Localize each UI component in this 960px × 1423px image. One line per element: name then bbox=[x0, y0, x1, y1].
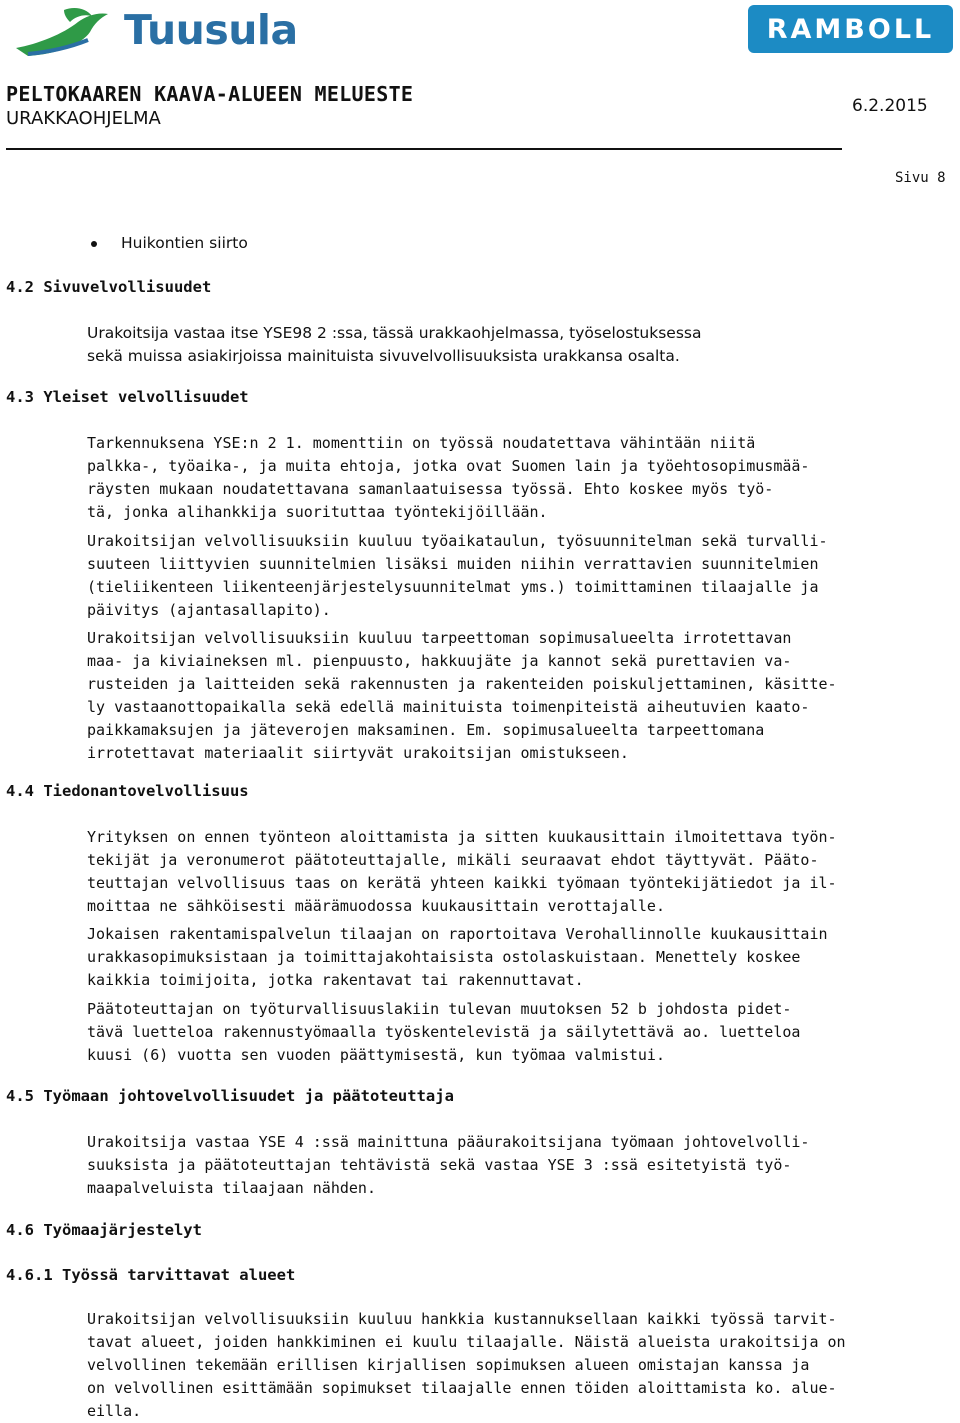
section-heading-4-6: 4.6 Työmaajärjestelyt bbox=[6, 1221, 202, 1239]
section-heading-4-6-1: 4.6.1 Työssä tarvittavat alueet bbox=[6, 1266, 296, 1284]
section-heading-4-5: 4.5 Työmaan johtovelvollisuudet ja päätoteuttaja bbox=[6, 1087, 454, 1105]
page-number: Sivu 8 bbox=[895, 170, 946, 186]
document-date: 6.2.2015 bbox=[852, 96, 928, 116]
paragraph-4-3-2: Urakoitsijan velvollisuuksiin kuuluu työaikataulun, työsuunnitelman sekä turvalli- suuteen liittyvien suunnitelmien lisäksi muiden niihin verrattavien suunnitelmien (tieliikenteen liikenteenjärjestelysuunnitelmat yms.) toimittaminen tilaajalle ja päivitys (ajantasallapito). bbox=[87, 532, 828, 619]
header-divider bbox=[6, 148, 842, 150]
bullet-icon bbox=[91, 241, 97, 247]
paragraph-4-2: Urakoitsija vastaa itse YSE98 2 :ssa, tässä urakkaohjelmassa, työselostuksessa sekä muissa asiakirjoissa mainituista sivuvelvollisuuksista urakkansa osalta. bbox=[87, 324, 702, 365]
document-subtitle: URAKKAOHJELMA bbox=[6, 108, 161, 129]
tuusula-swan-icon bbox=[8, 4, 120, 60]
section-heading-4-4: 4.4 Tiedonantovelvollisuus bbox=[6, 782, 249, 800]
paragraph-4-6-1: Urakoitsijan velvollisuuksiin kuuluu hankkia kustannuksellaan kaikki työssä tarvit- tavat alueet, joiden hankkiminen ei kuulu tilaajalle. Näistä alueista urakoitsija on velvollinen tekemään erillisen kirjallisen sopimuksen alueen omistajan kanssa ja on velvollinen esittämään sopimukset tilaajalle ennen töiden aloittamista ko. alue- eilla. bbox=[87, 1310, 846, 1420]
bullet-item: Huikontien siirto bbox=[121, 234, 248, 252]
paragraph-4-4-2: Jokaisen rakentamispalvelun tilaajan on raportoitava Verohallinnolle kuukausittain urakkasopimuksistaan ja toimittajakohtaisista ostolaskuistaan. Menettely koskee kaikkia toimijoita, jotka rakentavat tai rakennuttavat. bbox=[87, 925, 828, 989]
section-heading-4-2: 4.2 Sivuvelvollisuudet bbox=[6, 278, 212, 296]
paragraph-4-3-3: Urakoitsijan velvollisuuksiin kuuluu tarpeettoman sopimusalueelta irrotettavan maa- ja kiviaineksen ml. pienpuusto, hakkuujäte ja kannot sekä purettavien va- rusteiden ja laitteiden sekä rakennusten ja rakenteiden poiskuljettaminen, käsitte- ly vastaanottopaikalla sekä edellä mainituista toimenpiteistä aiheutuvien kaato- paikkamaksujen ja jäteverojen maksaminen. Em. sopimusalueelta tarpeettomana irrotettavat materiaalit siirtyvät urakoitsijan omistukseen. bbox=[87, 629, 837, 762]
section-heading-4-3: 4.3 Yleiset velvollisuudet bbox=[6, 388, 249, 406]
paragraph-4-5: Urakoitsija vastaa YSE 4 :ssä mainittuna pääurakoitsijana työmaan johtovelvolli- suuksista ja päätoteuttajan tehtävistä sekä vastaa YSE 3 :ssä esitetyistä työ- maapalveluista tilaajaan nähden. bbox=[87, 1133, 810, 1197]
tuusula-wordmark: Tuusula bbox=[124, 6, 298, 54]
paragraph-4-4-1: Yrityksen on ennen työnteon aloittamista ja sitten kuukausittain ilmoitettava työn- tekijät ja veronumerot päätoteuttajalle, mikäli seuraavat ehdot täyttyvät. Pääto- teuttajan velvollisuus taas on kerätä yhteen kaikki työmaan työntekijätiedot ja il- moittaa ne sähköisesti määrämuodossa kuukausittain verottajalle. bbox=[87, 828, 837, 915]
tuusula-logo bbox=[8, 4, 298, 60]
paragraph-4-3-1: Tarkennuksena YSE:n 2 1. momenttiin on työssä noudatettava vähintään niitä palkka-, työaika-, ja muita ehtoja, jotka ovat Suomen lain ja työehtosopimusmää- räysten mukaan noudatettavana samanlaatuisessa työssä. Ehto koskee myös työ- tä, jonka alihankkija suorituttaa työntekijöillään. bbox=[87, 434, 810, 521]
paragraph-4-4-3: Päätoteuttajan on työturvallisuuslakiin tulevan muutoksen 52 b johdosta pidet- tävä luetteloa rakennustyömaalla työskentelevistä ja säilytettävä ao. luetteloa kuusi (6) vuotta sen vuoden päättymisestä, kun työmaa valmistui. bbox=[87, 1000, 801, 1064]
document-title: PELTOKAAREN KAAVA-ALUEEN MELUESTE bbox=[6, 82, 414, 106]
ramboll-logo: RAMBOLL bbox=[748, 5, 953, 53]
